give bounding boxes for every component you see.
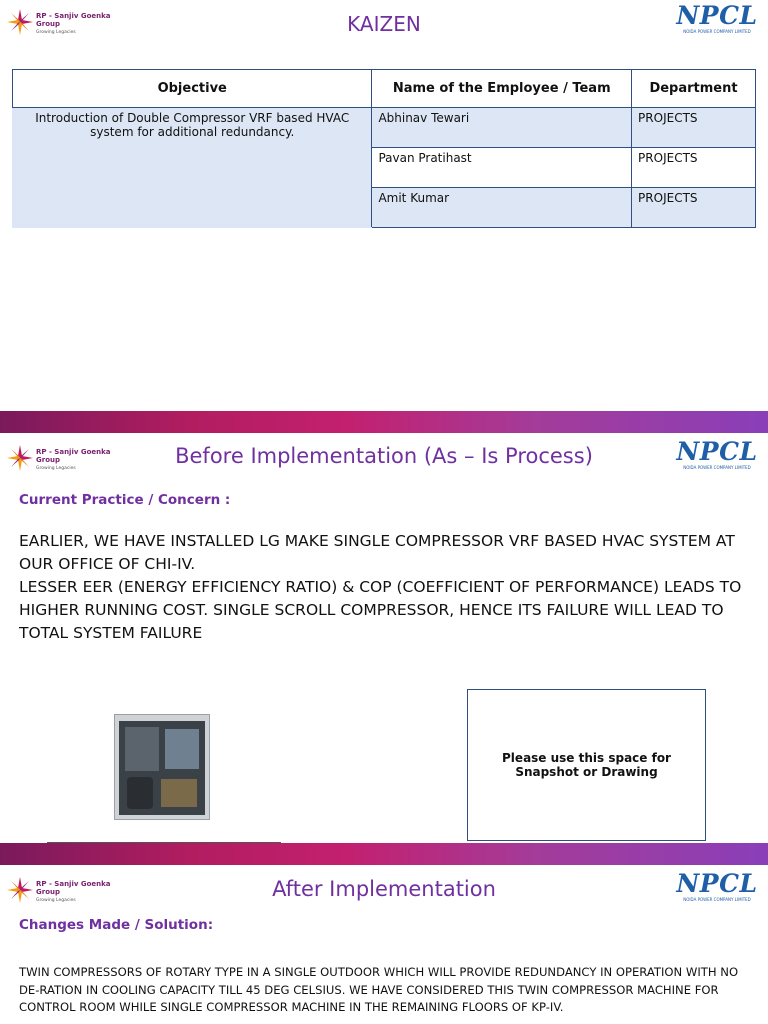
- slide-divider-band: [0, 843, 768, 865]
- snapshot-placeholder-box: [467, 689, 706, 841]
- tagline: Growing Legacies: [36, 30, 76, 35]
- slide-divider-band: [0, 411, 768, 433]
- npcl-logo: [672, 869, 762, 904]
- npcl-logo: [672, 437, 762, 472]
- paragraph-1: EARLIER, WE HAVE INSTALLED LG MAKE SINGLE COMPRESSOR VRF BASED HVAC SYSTEM AT OUR OFFICE OF CHI-IV.: [19, 532, 735, 573]
- department-cell: PROJECTS: [632, 188, 756, 228]
- department-cell: PROJECTS: [632, 108, 756, 148]
- tagline: Growing Legacies: [36, 898, 76, 903]
- slide2-title: Before Implementation (As – Is Process): [175, 444, 593, 468]
- npcl-subtitle: NOIDA POWER COMPANY LIMITED: [683, 29, 751, 34]
- solution-text: TWIN COMPRESSORS OF ROTARY TYPE IN A SINGLE OUTDOOR WHICH WILL PROVIDE REDUNDANCY IN OPERATION WITH NO DE-RATION IN COOLING CAPACITY TILL 45 DEG CELSIUS. WE HAVE CONSIDERED THIS TWIN COMPRESSOR MACHINE FOR CONTROL ROOM WHILE SINGLE COMPRESSOR MACHINE IN THE REMAINING FLOORS OF KP-IV.: [19, 965, 739, 1014]
- current-practice-label: Current Practice / Concern :: [19, 492, 231, 508]
- slide2-header: [0, 436, 768, 474]
- current-practice-text: [19, 530, 759, 645]
- kaizen-table: [12, 69, 756, 228]
- tagline: Growing Legacies: [36, 466, 76, 471]
- table-row: [13, 108, 756, 148]
- table-header-row: [13, 70, 756, 108]
- npcl-subtitle: NOIDA POWER COMPANY LIMITED: [683, 897, 751, 902]
- hvac-unit-photo: [114, 714, 210, 820]
- npcl-wordmark: NPCL: [676, 437, 758, 466]
- slide3-title: After Implementation: [272, 877, 496, 901]
- slide1-title: KAIZEN: [347, 12, 421, 36]
- changes-made-label: Changes Made / Solution:: [19, 917, 214, 933]
- slide1-header: [0, 0, 768, 38]
- employee-name: Abhinav Tewari: [372, 108, 632, 148]
- paragraph-2: LESSER EER (ENERGY EFFICIENCY RATIO) & COP (COEFFICIENT OF PERFORMANCE) LEADS TO HIGHER RUNNING COST. SINGLE SCROLL COMPRESSOR, HENCE ITS FAILURE WILL LEAD TO TOTAL SYSTEM FAILURE: [19, 578, 742, 642]
- employee-name: Amit Kumar: [372, 188, 632, 228]
- header-objective: Objective: [13, 70, 372, 108]
- objective-cell: Introduction of Double Compressor VRF based HVAC system for additional redundancy.: [13, 108, 372, 228]
- header-department: Department: [632, 70, 756, 108]
- header-employee: Name of the Employee / Team: [372, 70, 632, 108]
- npcl-logo: [672, 1, 762, 36]
- npcl-subtitle: NOIDA POWER COMPANY LIMITED: [683, 465, 751, 470]
- npcl-wordmark: NPCL: [676, 869, 758, 898]
- employee-name: Pavan Pratihast: [372, 148, 632, 188]
- department-cell: PROJECTS: [632, 148, 756, 188]
- slide3-header: [0, 868, 768, 906]
- group-name: RP - Sanjiv Goenka Group: [36, 880, 111, 896]
- npcl-wordmark: NPCL: [676, 1, 758, 30]
- snapshot-placeholder-text: Please use this space for Snapshot or Drawing: [502, 751, 671, 779]
- group-name: RP - Sanjiv Goenka Group: [36, 448, 111, 464]
- group-name: RP - Sanjiv Goenka Group: [36, 12, 111, 28]
